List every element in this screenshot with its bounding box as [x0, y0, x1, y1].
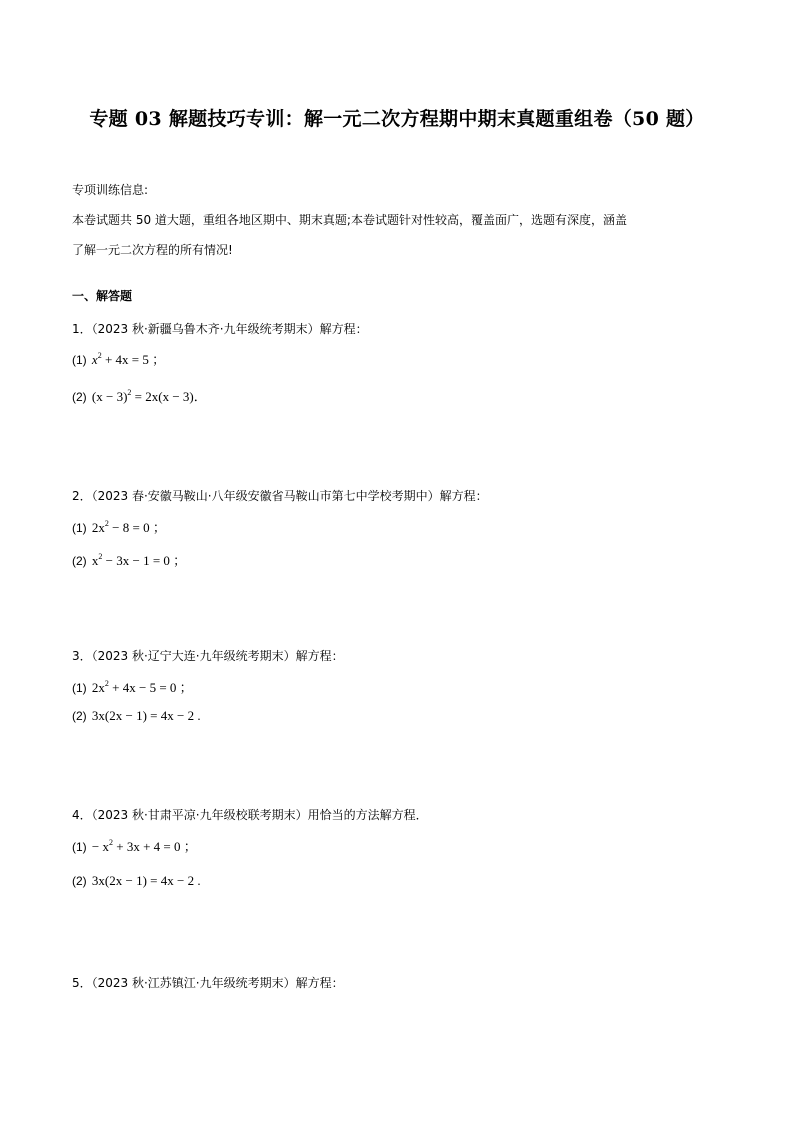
equation-text: − 3x − 1 = 0 ； — [102, 553, 187, 568]
question-2-item-2: (2) $x^2 - 3x - 1 = 0$ ； — [72, 552, 187, 568]
question-4-item-1: $(1) - x^2 + 3x + 4 = 0$ ； — [72, 838, 197, 854]
item-number: (2) — [72, 554, 87, 568]
item-number: (2) — [72, 390, 87, 404]
equation-text: − 8 = 0 ； — [108, 520, 166, 535]
equation-term: x — [91, 553, 99, 568]
equation-term: 2x — [91, 680, 105, 695]
intro-line-1: 本卷试题共 50 道大题，重组各地区期中、期末真题;本卷试题针对性较高，覆盖面广，选题有深度，涵盖 — [72, 213, 627, 227]
equation-text: + 4x = 5 ； — [101, 352, 166, 367]
item-number: (2) — [72, 874, 87, 888]
item-number: (1) — [72, 681, 87, 695]
question-2-item-1: (1) $2x^2 - 8 = 0$ ； — [72, 519, 166, 535]
intro-line-2: 了解一元二次方程的所有情况! — [72, 243, 233, 257]
equation-term: 2x — [91, 520, 105, 535]
section-heading: 一、解答题 — [72, 289, 133, 303]
question-3-item-2 — [72, 708, 201, 724]
question-4-head: 4．（2023 秋·甘肃平凉·九年级校联考期末）用恰当的方法解方程． — [72, 808, 428, 822]
page-title: 专题 03 解题技巧专训：解一元二次方程期中期末真题重组卷（50 题） — [89, 108, 705, 130]
intro-block — [72, 175, 732, 265]
question-1-head: 1．（2023 秋·新疆乌鲁木齐·九年级统考期末）解方程： — [72, 322, 368, 336]
item-number: (1) — [72, 521, 87, 535]
equation-text: + 4x − 5 = 0 ； — [108, 680, 193, 695]
question-1-item-1: (1) $x^2 + 4x = 5$ ； — [72, 351, 166, 367]
item-number: (2) — [72, 709, 87, 723]
equation-variable: x — [91, 352, 98, 367]
equation-text: = 2x(x − 3)． — [131, 389, 207, 404]
equation-text: 3x(2x − 1) = 4x − 2 . — [91, 708, 201, 723]
question-4-item-2 — [72, 873, 201, 889]
question-2-head: 2．（2023 春·安徽马鞍山·八年级安徽省马鞍山市第七中学校考期中）解方程： — [72, 489, 488, 503]
intro-heading: 专项训练信息: — [72, 183, 149, 197]
equation-term: − x — [91, 839, 110, 854]
equation-text: + 3x + 4 = 0 ； — [113, 839, 197, 854]
equation-base: (x − 3) — [91, 389, 128, 404]
question-3-head: 3．（2023 秋·辽宁大连·九年级统考期末）解方程： — [72, 649, 344, 663]
equation-text: 3x(2x − 1) = 4x − 2 . — [91, 873, 201, 888]
question-3-item-1: (1) $2x^2 + 4x - 5 = 0$ ； — [72, 679, 193, 695]
item-number: (1) — [72, 840, 87, 854]
question-1-item-2: (2) $(x - 3)^2 = 2x(x - 3)$． — [72, 388, 207, 404]
item-number: (1) — [72, 353, 87, 367]
question-5-head: 5．（2023 秋·江苏镇江·九年级统考期末）解方程： — [72, 976, 344, 990]
